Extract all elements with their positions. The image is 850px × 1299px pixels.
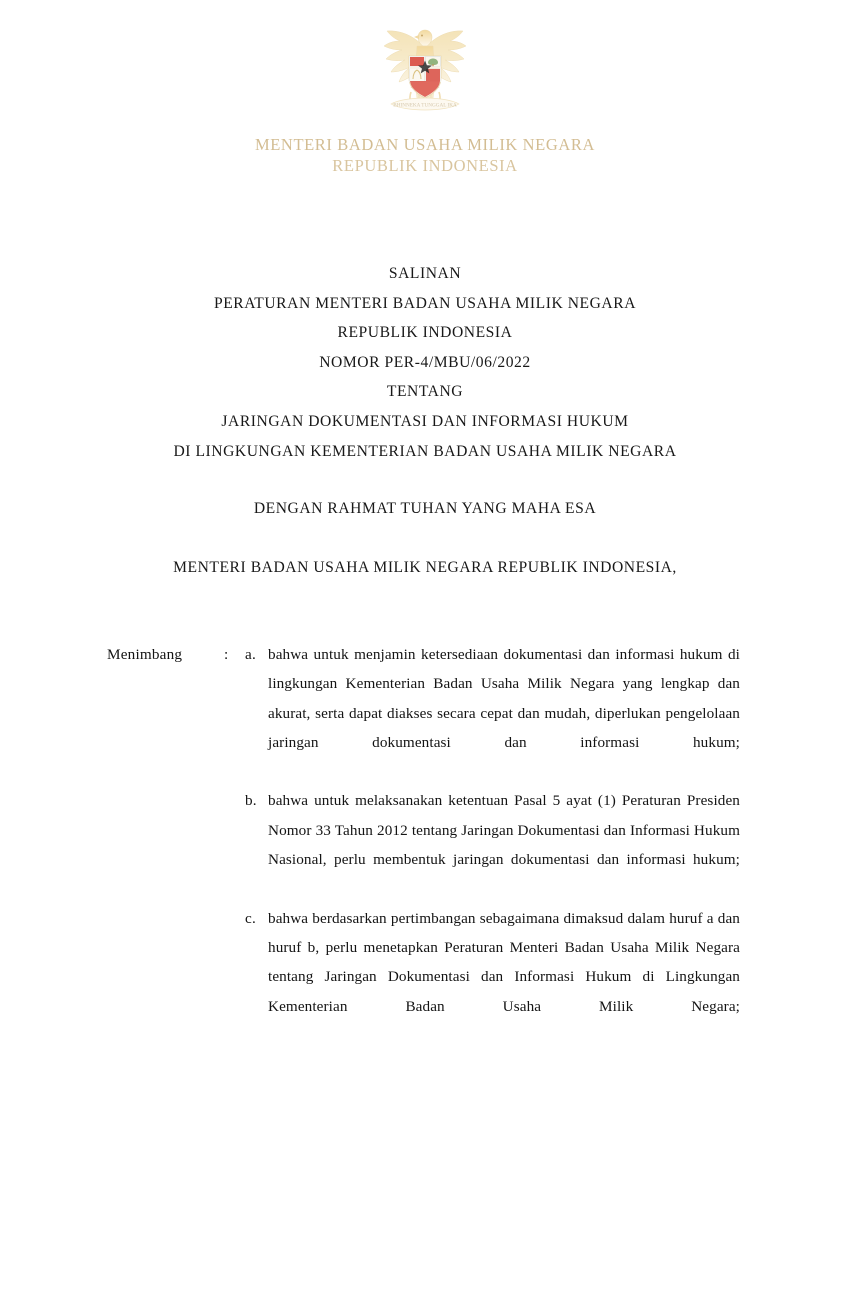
consideration-item [245, 640, 740, 786]
regulation-title-line-2: REPUBLIK INDONESIA [337, 324, 513, 342]
regulation-number: NOMOR PER-4/MBU/06/2022 [319, 353, 531, 371]
letterhead [0, 0, 850, 176]
consideration-marker: a. [245, 646, 256, 663]
consideration-item [245, 786, 740, 903]
regulation-subject-line-2: DI LINGKUNGAN KEMENTERIAN BADAN USAHA MILIK NEGARA [173, 442, 677, 460]
consideration-text: bahwa untuk menjamin ketersediaan dokumentasi dan informasi hukum di lingkungan Kementerian Badan Usaha Milik Negara yang lengkap dan akurat, serta dapat diakses secara cepat dan mudah, diperlukan pengelolaan jaringan dokumentasi dan informasi hukum; [268, 646, 740, 751]
consideration-item [245, 904, 740, 1050]
regulation-title-block [0, 259, 850, 466]
considerations-row [0, 640, 850, 1050]
blessing-line: DENGAN RAHMAT TUHAN YANG MAHA ESA [253, 500, 597, 517]
authority-line: MENTERI BADAN USAHA MILIK NEGARA REPUBLIK INDONESIA, [173, 558, 677, 576]
garuda-pancasila-emblem [365, 22, 485, 120]
consideration-marker: c. [245, 909, 256, 927]
regulation-subject-line-1: JARINGAN DOKUMENTASI DAN INFORMASI HUKUM [221, 412, 629, 430]
enactment-block [0, 494, 850, 582]
regulation-title-line-1: PERATURAN MENTERI BADAN USAHA MILIK NEGARA [213, 294, 637, 312]
considerations-label: Menimbang [107, 646, 183, 663]
letterhead-line-ministry: MENTERI BADAN USAHA MILIK NEGARA [254, 135, 596, 154]
considerations-items [245, 640, 850, 1050]
about-label: TENTANG [386, 383, 464, 401]
consideration-marker: b. [245, 792, 257, 810]
copy-marker: SALINAN [388, 265, 462, 282]
consideration-text: bahwa berdasarkan pertimbangan sebagaimana dimaksud dalam huruf a dan huruf b, perlu menetapkan Peraturan Menteri Badan Usaha Milik Negara tentang Jaringan Dokumentasi dan Informasi Hukum di Lingkungan Kementerian Badan Usaha Milik Negara; [268, 909, 740, 1015]
considerations-section [0, 640, 850, 1050]
emblem-motto-text: BHINNEKA TUNGGAL IKA [393, 102, 457, 109]
considerations-colon: : [224, 646, 229, 663]
letterhead-line-republic: REPUBLIK INDONESIA [332, 156, 518, 175]
consideration-text: bahwa untuk melaksanakan ketentuan Pasal 5 ayat (1) Peraturan Presiden Nomor 33 Tahun 2012 tentang Jaringan Dokumentasi dan Informasi Hukum Nasional, perlu membentuk jaringan dokumentasi dan informasi hukum; [268, 792, 740, 869]
